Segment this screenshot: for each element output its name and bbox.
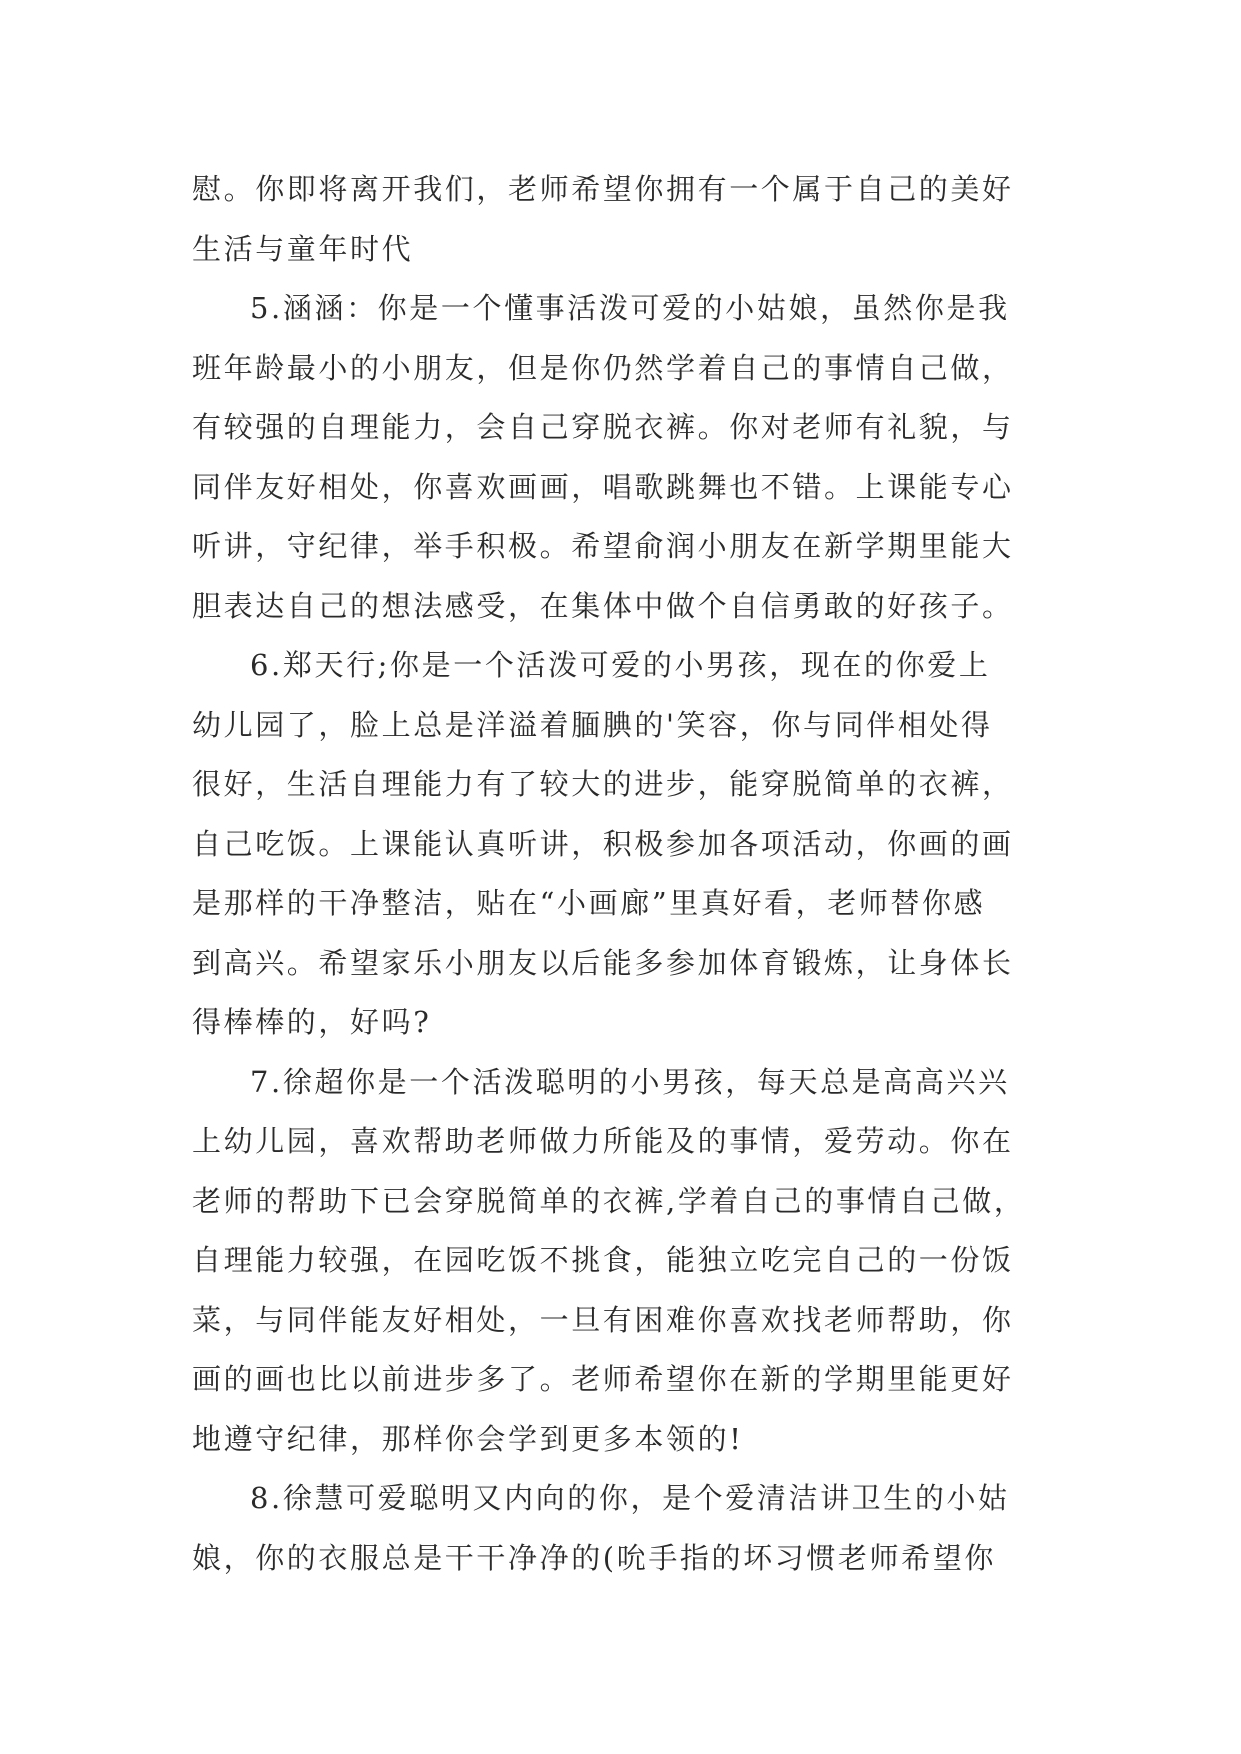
body-text — [192, 160, 1060, 1588]
text-line: 生活与童年时代 — [192, 231, 414, 266]
text-line: 菜，与同伴能友好相处，一旦有困难你喜欢找老师帮助，你 — [192, 1302, 1014, 1337]
text-line: 上幼儿园，喜欢帮助老师做力所能及的事情，爱劳动。你在 — [192, 1124, 1014, 1158]
text-line: 老师的帮助下已会穿脱简单的衣裤,学着自己的事情自己做， — [192, 1183, 1026, 1218]
text-line: 幼儿园了，脸上总是洋溢着腼腆的'笑容，你与同伴相处得 — [192, 707, 993, 742]
text-line: 地遵守纪律，那样你会学到更多本领的! — [192, 1421, 744, 1456]
text-line: 得棒棒的，好吗? — [192, 1005, 432, 1039]
paragraph-start-line: 6.郑天行;你是一个活泼可爱的小男孩，现在的你爱上 — [250, 648, 991, 682]
text-line: 慰。你即将离开我们，老师希望你拥有一个属于自己的美好 — [192, 172, 1014, 206]
paragraph-start-line: 7.徐超你是一个活泼聪明的小男孩，每天总是高高兴兴 — [250, 1064, 1010, 1099]
paragraph-start-line: 5.涵涵：你是一个懂事活泼可爱的小姑娘，虽然你是我 — [250, 291, 1010, 325]
paragraph-start-line: 8.徐慧可爱聪明又内向的你，是个爱清洁讲卫生的小姑 — [250, 1481, 1010, 1515]
text-line: 同伴友好相处，你喜欢画画，唱歌跳舞也不错。上课能专心 — [192, 469, 1014, 504]
text-line: 很好，生活自理能力有了较大的进步，能穿脱简单的衣裤， — [192, 767, 1014, 801]
text-line: 自理能力较强，在园吃饭不挑食，能独立吃完自己的一份饭 — [192, 1243, 1014, 1277]
text-line: 到高兴。希望家乐小朋友以后能多参加体育锻炼，让身体长 — [192, 945, 1014, 980]
text-line: 自己吃饭。上课能认真听讲，积极参加各项活动，你画的画 — [192, 826, 1014, 861]
text-line: 班年龄最小的小朋友，但是你仍然学着自己的事情自己做， — [192, 350, 1014, 385]
text-line: 胆表达自己的想法感受，在集体中做个自信勇敢的好孩子。 — [192, 588, 1014, 623]
text-line: 听讲，守纪律，举手积极。希望俞润小朋友在新学期里能大 — [192, 529, 1014, 563]
text-line: 娘，你的衣服总是干干净净的(吮手指的坏习惯老师希望你 — [192, 1540, 996, 1575]
text-line: 画的画也比以前进步多了。老师希望你在新的学期里能更好 — [192, 1362, 1014, 1396]
text-line: 有较强的自理能力，会自己穿脱衣裤。你对老师有礼貌，与 — [192, 410, 1014, 444]
text-line: 是那样的干净整洁，贴在“小画廊”里真好看，老师替你感 — [192, 886, 986, 920]
